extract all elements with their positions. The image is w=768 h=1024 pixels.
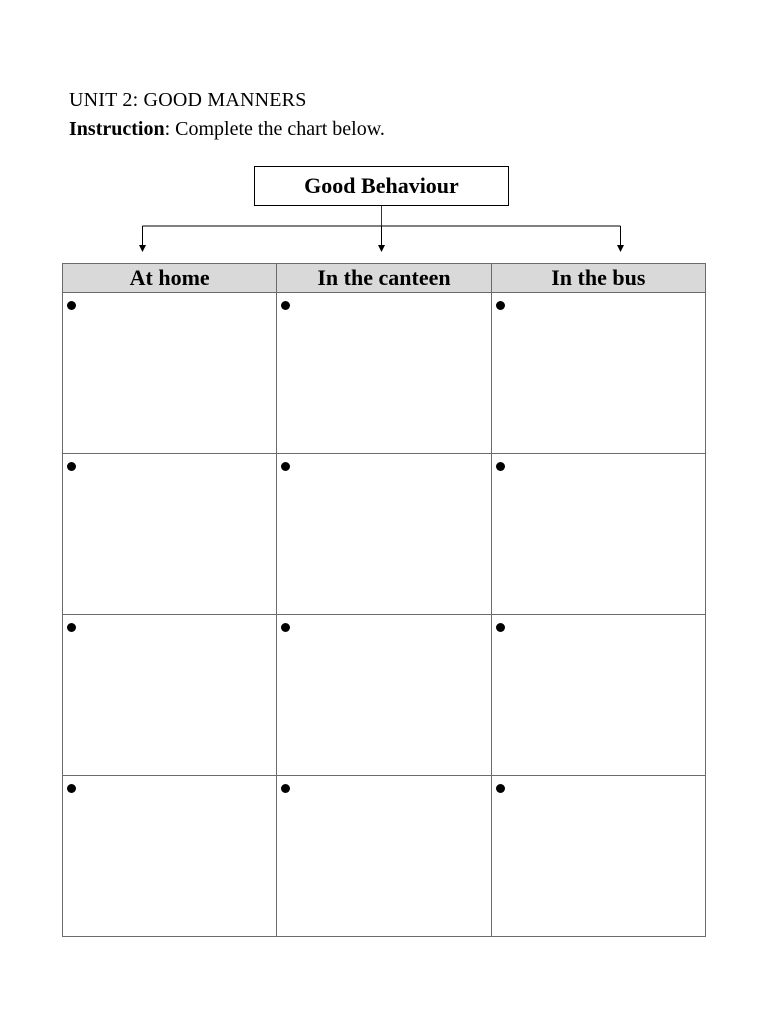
bullet-icon [496, 623, 505, 632]
bullet-icon [496, 462, 505, 471]
bullet-icon [67, 623, 76, 632]
answer-cell[interactable] [63, 776, 277, 937]
column-header-in-the-canteen: In the canteen [277, 264, 491, 293]
answer-cell[interactable] [63, 293, 277, 454]
answer-cell[interactable] [63, 454, 277, 615]
table-row [63, 293, 706, 454]
answer-cell[interactable] [277, 454, 491, 615]
bullet-icon [496, 784, 505, 793]
column-header-at-home: At home [63, 264, 277, 293]
bullet-icon [496, 301, 505, 310]
arrowhead-right [617, 245, 624, 252]
answer-cell[interactable] [491, 454, 705, 615]
table-row [63, 615, 706, 776]
bullet-icon [67, 784, 76, 793]
chart-header-row [63, 264, 706, 293]
instruction-label: Instruction [69, 118, 165, 140]
answer-cell[interactable] [63, 615, 277, 776]
arrowhead-center [378, 245, 385, 252]
good-behaviour-label: Good Behaviour [304, 173, 459, 198]
answer-cell[interactable] [491, 293, 705, 454]
answer-cell[interactable] [277, 293, 491, 454]
answer-cell[interactable] [277, 615, 491, 776]
table-row [63, 454, 706, 615]
unit-title: UNIT 2: GOOD MANNERS [69, 89, 307, 111]
answer-cell[interactable] [491, 776, 705, 937]
answer-cell[interactable] [277, 776, 491, 937]
bullet-icon [281, 462, 290, 471]
answer-cell[interactable] [491, 615, 705, 776]
table-row [63, 776, 706, 937]
bullet-icon [67, 462, 76, 471]
connector-lines [0, 0, 768, 270]
bullet-icon [281, 623, 290, 632]
instruction-text: : Complete the chart below. [164, 118, 385, 140]
bullet-icon [67, 301, 76, 310]
arrowhead-left [139, 245, 146, 252]
good-behaviour-chart [62, 263, 706, 937]
bullet-icon [281, 784, 290, 793]
column-header-in-the-bus: In the bus [491, 264, 705, 293]
bullet-icon [281, 301, 290, 310]
